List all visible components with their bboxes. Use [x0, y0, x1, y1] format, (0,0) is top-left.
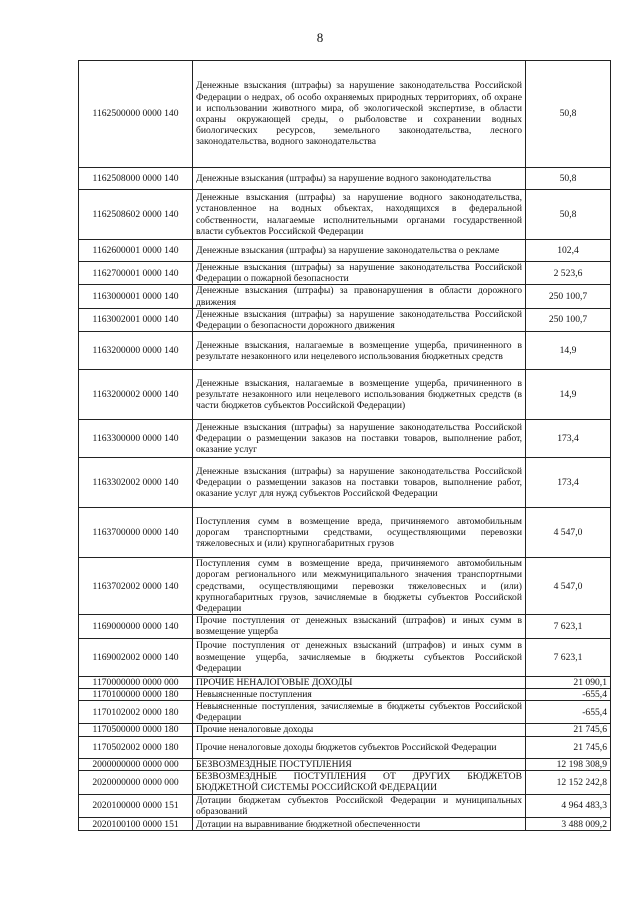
row-name: Денежные взыскания (штрафы) за нарушение законодательства Российской Федерации о пожарной безопасности	[193, 262, 526, 285]
row-amount: 14,9	[526, 370, 611, 420]
table-row	[79, 458, 611, 508]
row-code: 1163200000 0000 140	[79, 332, 193, 370]
row-name: Невыясненные поступления, зачисляемые в бюджеты субъектов Российской Федерации	[193, 701, 526, 724]
row-code: 1163200002 0000 140	[79, 370, 193, 420]
row-code: 1162700001 0000 140	[79, 262, 193, 285]
row-amount: 12 198 308,9	[526, 758, 611, 770]
row-name: Прочие неналоговые доходы	[193, 724, 526, 736]
row-code: 1162508602 0000 140	[79, 190, 193, 240]
table-row	[79, 332, 611, 370]
row-code: 1170500000 0000 180	[79, 724, 193, 736]
row-code: 1162500000 0000 140	[79, 61, 193, 168]
row-code: 1170102002 0000 180	[79, 701, 193, 724]
table-row	[79, 736, 611, 758]
row-code: 1163000001 0000 140	[79, 285, 193, 308]
table-row	[79, 285, 611, 308]
table-row	[79, 190, 611, 240]
row-name: БЕЗВОЗМЕЗДНЫЕ ПОСТУПЛЕНИЯ ОТ ДРУГИХ БЮДЖЕТОВ БЮДЖЕТНОЙ СИСТЕМЫ РОССИЙСКОЙ ФЕДЕРАЦИИ	[193, 770, 526, 794]
row-code: 1163002001 0000 140	[79, 308, 193, 331]
table-row	[79, 676, 611, 688]
row-amount: 14,9	[526, 332, 611, 370]
row-name: ПРОЧИЕ НЕНАЛОГОВЫЕ ДОХОДЫ	[193, 676, 526, 688]
row-name: Невыясненные поступления	[193, 688, 526, 700]
row-amount: 21 090,1	[526, 676, 611, 688]
row-name: Денежные взыскания (штрафы) за правонарушения в области дорожного движения	[193, 285, 526, 308]
row-name: Денежные взыскания (штрафы) за нарушение законодательства Российской Федерации о размещении заказов на поставки товаров, выполнение работ, оказание услуг	[193, 420, 526, 458]
row-amount: 50,8	[526, 168, 611, 190]
row-amount: 250 100,7	[526, 308, 611, 331]
table-row	[79, 794, 611, 817]
table-row	[79, 818, 611, 831]
row-amount: 12 152 242,8	[526, 770, 611, 794]
row-amount: 250 100,7	[526, 285, 611, 308]
row-name: Денежные взыскания (штрафы) за нарушение законодательства о рекламе	[193, 240, 526, 262]
row-amount: 102,4	[526, 240, 611, 262]
row-name: Денежные взыскания, налагаемые в возмещение ущерба, причиненного в результате незаконного или нецелевого использования бюджетных средств (в части бюджетов субъектов Российской Федерации)	[193, 370, 526, 420]
row-amount: 4 964 483,3	[526, 794, 611, 817]
row-code: 1162508000 0000 140	[79, 168, 193, 190]
row-name: Дотации бюджетам субъектов Российской Федерации и муниципальных образований	[193, 794, 526, 817]
row-code: 1169002002 0000 140	[79, 638, 193, 676]
row-name: БЕЗВОЗМЕЗДНЫЕ ПОСТУПЛЕНИЯ	[193, 758, 526, 770]
table-row	[79, 262, 611, 285]
table-row	[79, 701, 611, 724]
row-code: 2000000000 0000 000	[79, 758, 193, 770]
row-amount: 4 547,0	[526, 558, 611, 615]
page-number: 8	[316, 30, 324, 45]
row-amount: 21 745,6	[526, 736, 611, 758]
row-amount: 50,8	[526, 190, 611, 240]
table-row	[79, 758, 611, 770]
row-code: 1163702002 0000 140	[79, 558, 193, 615]
row-amount: 4 547,0	[526, 508, 611, 558]
row-name: Денежные взыскания, налагаемые в возмещение ущерба, причиненного в результате незаконного или нецелевого использования бюджетных средств	[193, 332, 526, 370]
table-row	[79, 638, 611, 676]
row-amount: 7 623,1	[526, 638, 611, 676]
row-amount: 50,8	[526, 61, 611, 168]
table-row	[79, 558, 611, 615]
row-name: Денежные взыскания (штрафы) за нарушение законодательства Российской Федерации о размещении заказов на поставки товаров, выполнение работ, оказание услуг для нужд субъектов Российской Федерации	[193, 458, 526, 508]
row-code: 2020100000 0000 151	[79, 794, 193, 817]
row-code: 1163700000 0000 140	[79, 508, 193, 558]
row-code: 2020000000 0000 000	[79, 770, 193, 794]
row-name: Поступления сумм в возмещение вреда, причиняемого автомобильным дорогам регионального или межмуниципального значения транспортными средствами, осуществляющими перевозки тяжеловесных и (или) крупногабаритных грузов, зачисляемые в бюджеты субъектов Российской Федерации	[193, 558, 526, 615]
row-amount: 2 523,6	[526, 262, 611, 285]
row-code: 1162600001 0000 140	[79, 240, 193, 262]
budget-revenue-table	[78, 60, 611, 831]
table-row	[79, 615, 611, 638]
table-body	[79, 61, 611, 831]
row-name: Денежные взыскания (штрафы) за нарушение законодательства Российской Федерации о недрах, об особо охраняемых природных территориях, об охране и использовании животного мира, об экологической экспертизе, в области охраны окружающей среды, о рыболовстве и сохранении водных биологических ресурсов, земельного законодательства, лесного законодательства, водного законодательства	[193, 61, 526, 168]
table-row	[79, 770, 611, 794]
table-row	[79, 420, 611, 458]
row-amount: 173,4	[526, 458, 611, 508]
row-name: Денежные взыскания (штрафы) за нарушение водного законодательства	[193, 168, 526, 190]
row-code: 2020100100 0000 151	[79, 818, 193, 831]
row-name: Прочие поступления от денежных взысканий (штрафов) и иных сумм в возмещение ущерба, зачисляемые в бюджеты субъектов Российской Федерации	[193, 638, 526, 676]
row-amount: 3 488 009,2	[526, 818, 611, 831]
row-amount: 7 623,1	[526, 615, 611, 638]
table-row	[79, 688, 611, 700]
row-code: 1169000000 0000 140	[79, 615, 193, 638]
row-name: Поступления сумм в возмещение вреда, причиняемого автомобильным дорогам транспортными средствами, осуществляющими перевозки тяжеловесных и (или) крупногабаритных грузов	[193, 508, 526, 558]
row-code: 1170100000 0000 180	[79, 688, 193, 700]
table-row	[79, 724, 611, 736]
row-name: Денежные взыскания (штрафы) за нарушение водного законодательства, установленное на водных объектах, находящихся в федеральной собственности, налагаемые исполнительными органами государственной власти субъектов Российской Федерации	[193, 190, 526, 240]
row-code: 1163300000 0000 140	[79, 420, 193, 458]
row-code: 1163302002 0000 140	[79, 458, 193, 508]
table-row	[79, 168, 611, 190]
table-row	[79, 61, 611, 168]
row-name: Дотации на выравнивание бюджетной обеспеченности	[193, 818, 526, 831]
row-name: Денежные взыскания (штрафы) за нарушение законодательства Российской Федерации о безопасности дорожного движения	[193, 308, 526, 331]
row-code: 1170000000 0000 000	[79, 676, 193, 688]
row-code: 1170502002 0000 180	[79, 736, 193, 758]
table-row	[79, 240, 611, 262]
row-amount: -655,4	[526, 701, 611, 724]
row-amount: 21 745,6	[526, 724, 611, 736]
row-amount: 173,4	[526, 420, 611, 458]
row-amount: -655,4	[526, 688, 611, 700]
row-name: Прочие неналоговые доходы бюджетов субъектов Российской Федерации	[193, 736, 526, 758]
table-row	[79, 508, 611, 558]
table-row	[79, 308, 611, 331]
table-row	[79, 370, 611, 420]
row-name: Прочие поступления от денежных взысканий (штрафов) и иных сумм в возмещение ущерба	[193, 615, 526, 638]
